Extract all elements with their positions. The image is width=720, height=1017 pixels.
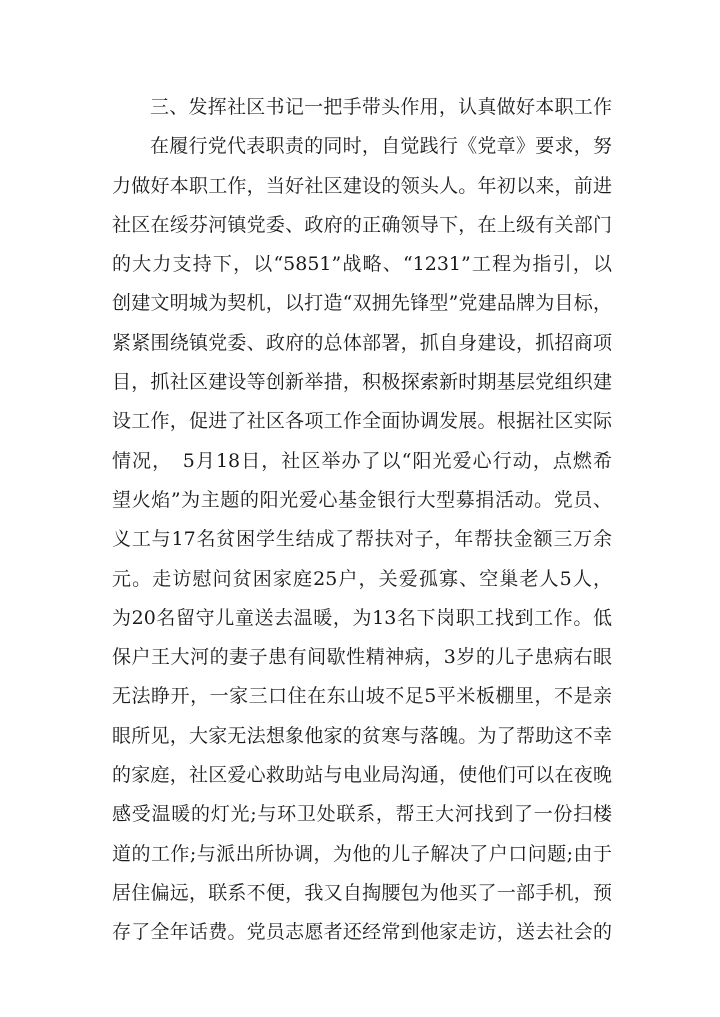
paragraph-line: 元。走访慰问贫困家庭25户，关爱孤寡、空巢老人5人，	[112, 567, 612, 590]
paragraph-line: 情况， 5月18日，社区举办了以“阳光爱心行动，点燃希	[112, 449, 612, 472]
paragraph-line: 居住偏远，联系不便，我又自掏腰包为他买了一部手机，预	[112, 881, 612, 904]
paragraph-line: 望火焰”为主题的阳光爱心基金银行大型募捐活动。党员、	[112, 488, 612, 511]
paragraph-line: 的家庭，社区爱心救助站与电业局沟通，使他们可以在夜晚	[112, 764, 612, 787]
paragraph-line: 社区在绥芬河镇党委、政府的正确领导下，在上级有关部门	[112, 213, 612, 236]
section-heading: 三、发挥社区书记一把手带头作用，认真做好本职工作	[150, 96, 612, 118]
paragraph-line: 感受温暖的灯光;与环卫处联系，帮王大河找到了一份扫楼	[112, 803, 612, 826]
paragraph-line: 无法睁开，一家三口住在东山坡不足5平米板棚里，不是亲	[112, 685, 612, 708]
paragraph-line: 的大力支持下，以“5851”战略、“1231”工程为指引，以	[112, 253, 612, 276]
paragraph-line: 存了全年话费。党员志愿者还经常到他家走访，送去社会的	[112, 921, 612, 944]
paragraph-line: 创建文明城为契机，以打造“双拥先锋型”党建品牌为目标，	[112, 292, 612, 315]
paragraph-line: 目，抓社区建设等创新举措，积极探索新时期基层党组织建	[112, 371, 612, 394]
paragraph-line: 保户王大河的妻子患有间歇性精神病，3岁的儿子患病右眼	[112, 646, 612, 669]
paragraph-line: 力做好本职工作，当好社区建设的领头人。年初以来，前进	[112, 174, 612, 197]
paragraph-line: 义工与17名贫困学生结成了帮扶对子，年帮扶金额三万余	[112, 528, 612, 551]
paragraph-line: 紧紧围绕镇党委、政府的总体部署，抓自身建设，抓招商项	[112, 331, 612, 354]
document-body	[112, 88, 612, 953]
paragraph-line: 为20名留守儿童送去温暖，为13名下岗职工找到工作。低	[112, 606, 612, 629]
paragraph-line: 设工作，促进了社区各项工作全面协调发展。根据社区实际	[112, 410, 612, 433]
paragraph-line: 道的工作;与派出所协调，为他的儿子解决了户口问题;由于	[112, 842, 612, 865]
paragraph-line: 在履行党代表职责的同时，自觉践行《党章》要求，努	[150, 135, 612, 158]
paragraph-line: 眼所见，大家无法想象他家的贫寒与落魄。为了帮助这不幸	[112, 724, 612, 747]
